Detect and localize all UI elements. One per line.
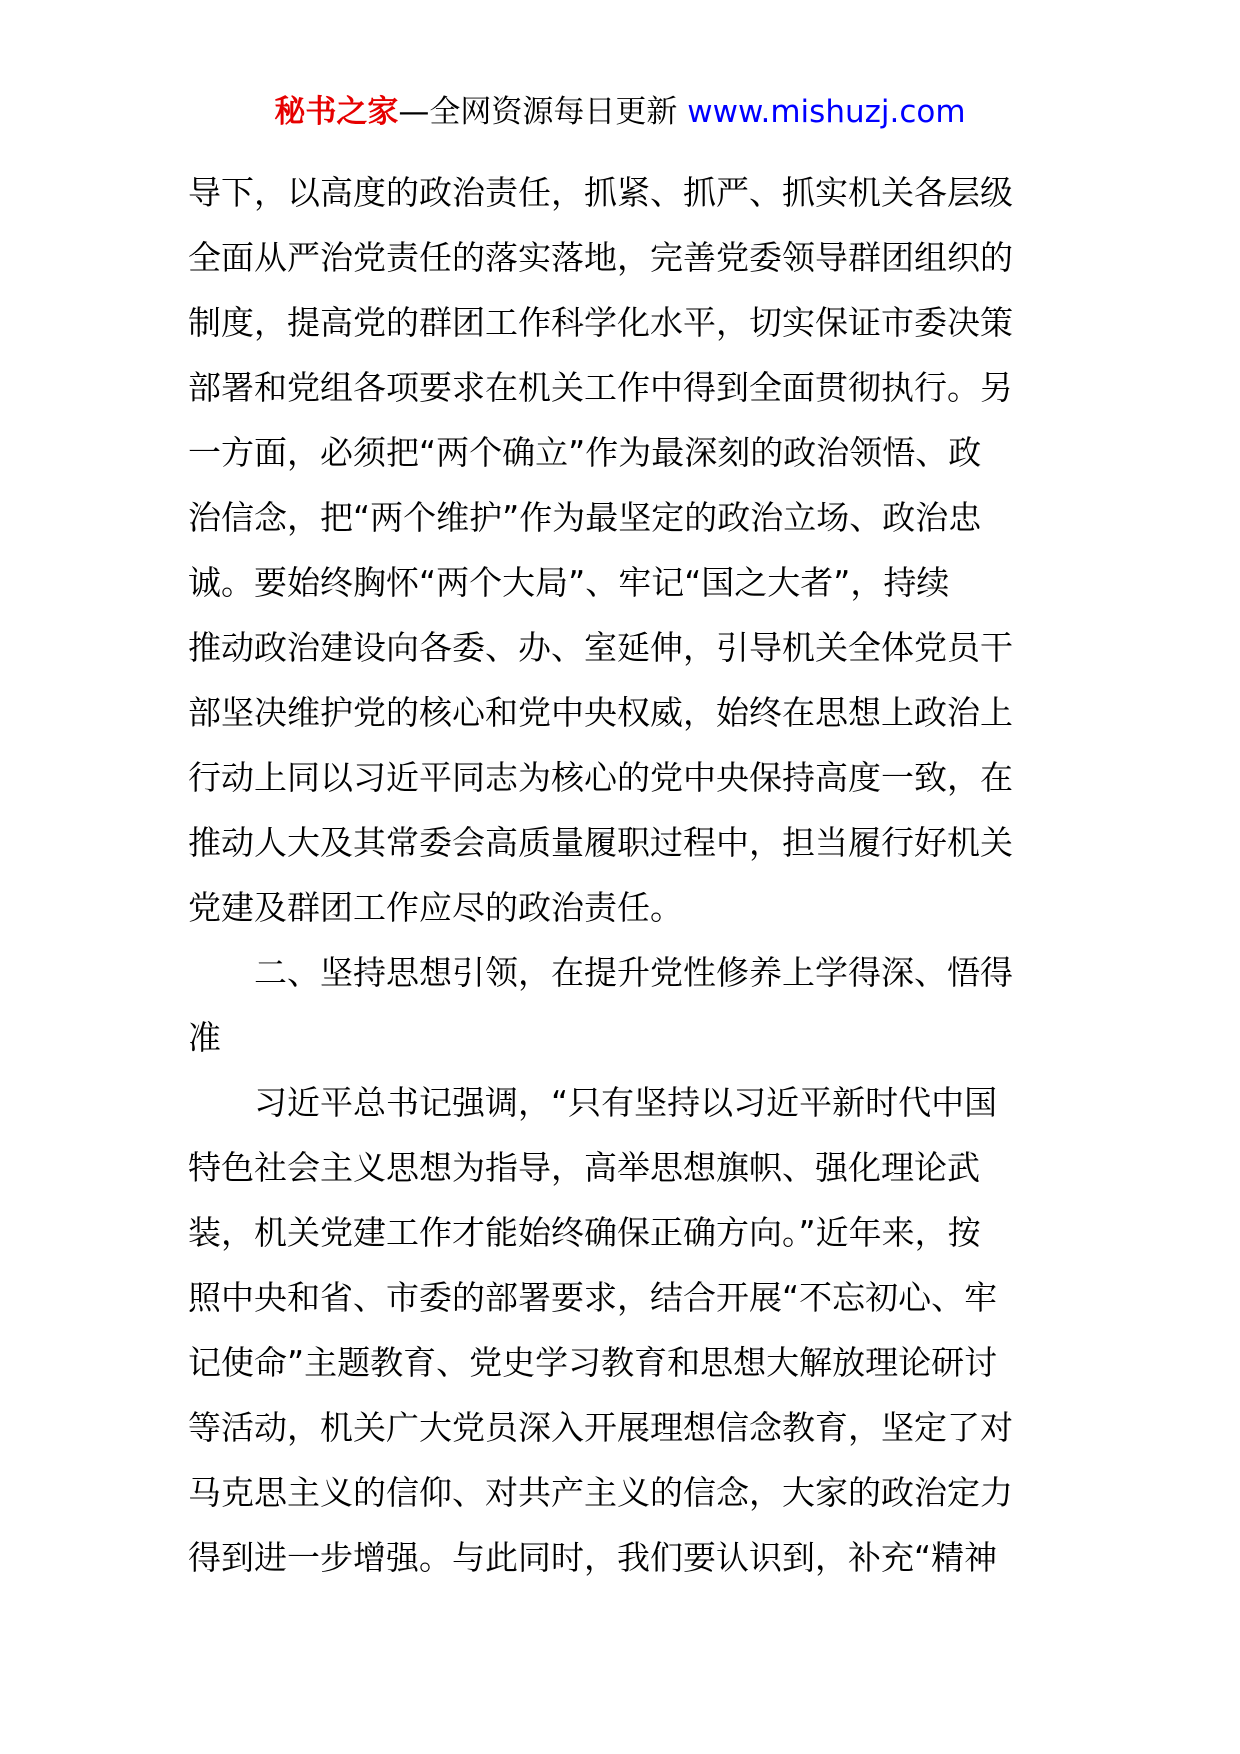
text-line: 党建及群团工作应尽的政治责任。 [188, 888, 683, 927]
text-line: 推动政治建设向各委、办、室延伸，引导机关全体党员干 [188, 628, 1013, 667]
text-line: 记使命”主题教育、党史学习教育和思想大解放理论研讨 [188, 1343, 998, 1382]
text-line: 导下，以高度的政治责任，抓紧、抓严、抓实机关各层级 [188, 173, 1013, 212]
text-line: 装，机关党建工作才能始终确保正确方向。”近年来，按 [188, 1213, 981, 1252]
text-line: 推动人大及其常委会高质量履职过程中，担当履行好机关 [188, 823, 1013, 862]
text-line: 全面从严治党责任的落实落地，完善党委领导群团组织的 [188, 238, 1013, 277]
text-line: 特色社会主义思想为指导，高举思想旗帜、强化理论武 [188, 1148, 980, 1187]
document-body [188, 160, 1052, 1590]
text-line: 诚。要始终胸怀“两个大局”、牢记“国之大者”，持续 [188, 563, 950, 602]
text-line: 治信念，把“两个维护”作为最坚定的政治立场、政治忠 [188, 498, 982, 537]
text-line: 二、坚持思想引领，在提升党性修养上学得深、悟得 [254, 953, 1013, 992]
page-header [0, 92, 1240, 132]
text-line: 行动上同以习近平同志为核心的党中央保持高度一致，在 [188, 758, 1013, 797]
header-brand: 秘书之家 [274, 94, 399, 130]
text-line: 部坚决维护党的核心和党中央权威，始终在思想上政治上 [188, 693, 1013, 732]
text-line: 得到进一步增强。与此同时，我们要认识到，补充“精神 [188, 1538, 998, 1577]
header-site-url[interactable]: www.mishuzj.com [687, 94, 966, 130]
text-line: 一方面，必须把“两个确立”作为最深刻的政治领悟、政 [188, 433, 982, 472]
header-tagline: —全网资源每日更新 [398, 94, 688, 130]
text-line: 习近平总书记强调，“只有坚持以习近平新时代中国 [254, 1083, 998, 1122]
text-line: 制度，提高党的群团工作科学化水平，切实保证市委决策 [188, 303, 1013, 342]
text-line: 等活动，机关广大党员深入开展理想信念教育，坚定了对 [188, 1408, 1013, 1447]
text-line: 马克思主义的信仰、对共产主义的信念，大家的政治定力 [188, 1473, 1013, 1512]
text-line: 照中央和省、市委的部署要求，结合开展“不忘初心、牢 [188, 1278, 998, 1317]
text-line: 部署和党组各项要求在机关工作中得到全面贯彻执行。另 [188, 368, 1013, 407]
text-line: 准 [188, 1018, 221, 1057]
